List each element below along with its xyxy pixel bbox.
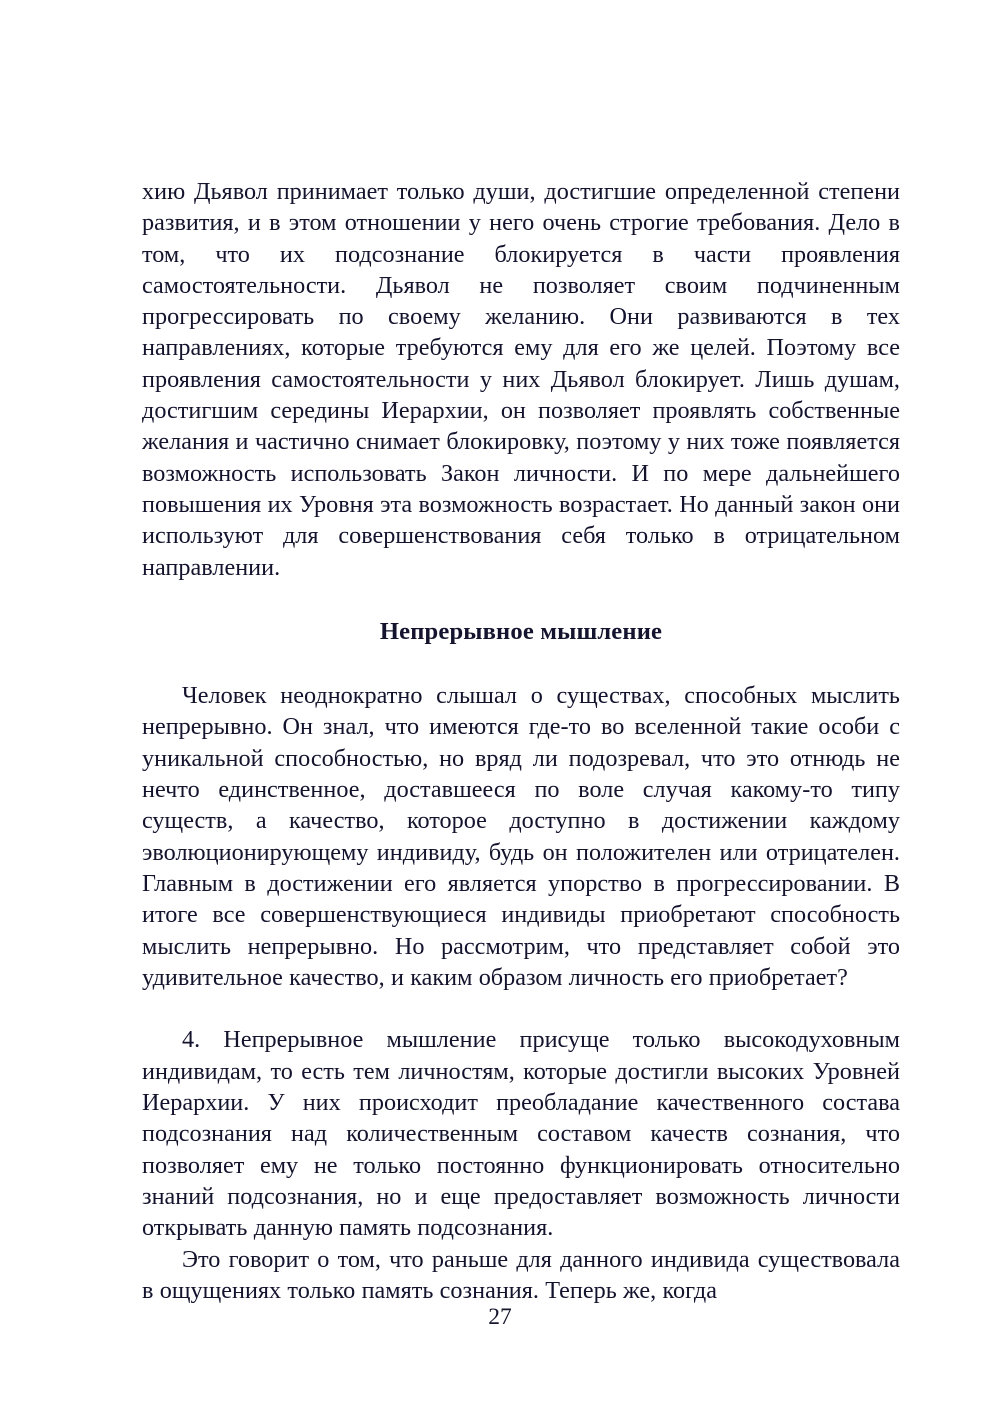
- paragraph-2: Человек неоднократно слышал о существах, способных мыслить непрерывно. Он знал, что имеются где-то во вселенной такие особи с уникальной способностью, но вряд ли подозревал, что это отнюдь не нечто единственное, доставшееся по воле случая какому-то типу существ, а качество, которое доступно в достижении каждому эволюционирующему индивиду, будь он положителен или отрицателен. Главным в достижении его является упорство в прогрессировании. В итоге все совершенствующиеся индивиды приобретают способность мыслить непрерывно. Но рассмотрим, что представляет собой это удивительное качество, и каким образом личность его приобретает?: [142, 682, 900, 991]
- paragraph-4: Это говорит о том, что раньше для данного индивида существовала в ощущениях только память сознания. Теперь же, когда: [142, 1245, 900, 1304]
- page-number: 27: [488, 1304, 512, 1330]
- text-column: [142, 176, 900, 1306]
- paragraph-1: хию Дьявол принимает только души, достигшие определенной степени развития, и в этом отношении у него очень строгие требования. Дело в том, что их подсознание блокируется в части проявления самостоятельности. Дьявол не позволяет своим подчиненным прогрессировать по своему желанию. Они развиваются в тех направлениях, которые требуются ему для его же целей. Поэтому все проявления самостоятельности у них Дьявол блокирует. Лишь душам, достигшим середины Иерархии, он позволяет проявлять собственные желания и частично снимает блокировку, поэтому у них тоже появляется возможность использовать Закон личности. И по мере дальнейшего повышения их Уровня эта возможность возрастает. Но данный закон они используют для совершенствования себя только в отрицательном направлении.: [142, 178, 900, 581]
- section-heading: Непрерывное мышление: [379, 617, 663, 645]
- paragraph-3: 4. Непрерывное мышление присуще только высокодуховным индивидам, то есть тем личностям, которые достигли высоких Уровней Иерархии. У них происходит преобладание качественного состава подсознания над количественным составом качеств сознания, что позволяет ему не только постоянно функционировать относительно знаний подсознания, но и еще предоставляет возможность личности открывать данную память подсознания.: [142, 1026, 900, 1242]
